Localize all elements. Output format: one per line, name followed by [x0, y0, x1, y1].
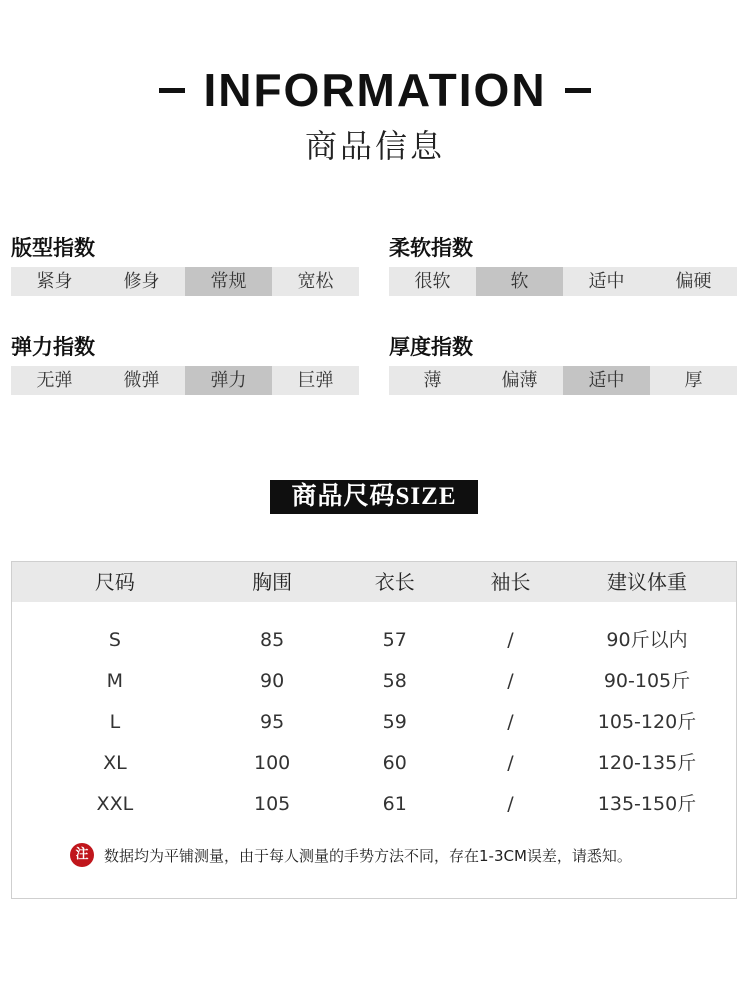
table-cell: 105 [254, 793, 291, 815]
index-option: 厚 [684, 370, 703, 391]
table-cell: 105-120斤 [597, 711, 697, 733]
index-option: 巨弹 [297, 370, 334, 391]
info-header [0, 62, 750, 168]
table-cell: 90-105斤 [603, 670, 691, 692]
table-row [12, 702, 736, 743]
index-label: 版型指数 [11, 236, 95, 260]
index-bar [11, 366, 359, 395]
title-english: INFORMATION [203, 64, 547, 116]
table-cell: / [507, 752, 514, 774]
index-label: 弹力指数 [11, 335, 95, 359]
index-option: 宽松 [297, 271, 334, 292]
table-cell: 58 [382, 670, 407, 692]
table-cell: XXL [96, 793, 134, 815]
table-cell: 57 [382, 629, 407, 651]
table-body [12, 620, 736, 825]
note-text: 数据均为平铺测量，由于每人测量的手势方法不同，存在1-3CM误差，请悉知。 [104, 846, 632, 865]
index-bar [389, 366, 737, 395]
table-cell: 85 [260, 629, 285, 651]
table-header-cell: 胸围 [252, 570, 293, 594]
table-cell: 90斤以内 [606, 629, 688, 651]
softness-index [389, 233, 737, 296]
index-option: 适中 [588, 271, 625, 292]
index-option: 紧身 [36, 271, 73, 292]
fit-index [11, 233, 359, 296]
table-cell: 100 [254, 752, 291, 774]
index-option-selected: 常规 [185, 267, 272, 296]
table-row [12, 661, 736, 702]
table-cell: S [108, 629, 121, 651]
size-title-chinese: 商品尺码 [291, 483, 396, 510]
table-header-cell: 袖长 [490, 570, 531, 594]
index-option-selected: 弹力 [185, 366, 272, 395]
table-cell: XL [103, 752, 127, 774]
table-cell: / [507, 629, 514, 651]
table-row [12, 784, 736, 825]
size-title-english: SIZE [395, 483, 457, 510]
index-option: 修身 [123, 271, 160, 292]
index-label: 柔软指数 [389, 236, 473, 260]
title-chinese: 商品信息 [304, 127, 445, 165]
table-cell: 60 [382, 752, 407, 774]
table-cell: / [507, 793, 514, 815]
index-bar [11, 267, 359, 296]
table-cell: / [507, 670, 514, 692]
index-option: 偏薄 [501, 370, 538, 391]
index-option: 薄 [423, 370, 442, 391]
table-cell: 135-150斤 [597, 793, 697, 815]
table-header-row [12, 562, 736, 602]
index-option: 无弹 [36, 370, 73, 391]
table-cell: 61 [382, 793, 407, 815]
table-cell: / [507, 711, 514, 733]
index-option: 偏硬 [675, 271, 712, 292]
elasticity-index [11, 332, 359, 395]
table-row [12, 620, 736, 661]
table-cell: L [109, 711, 121, 733]
table-cell: 90 [260, 670, 285, 692]
thickness-index [389, 332, 737, 395]
table-header-cell: 建议体重 [606, 570, 687, 594]
table-header-cell: 衣长 [374, 570, 415, 594]
table-header-cell: 尺码 [94, 570, 135, 594]
index-option: 微弹 [123, 370, 160, 391]
index-label: 厚度指数 [389, 335, 473, 359]
index-option: 很软 [414, 271, 451, 292]
index-bar [389, 267, 737, 296]
size-table [11, 561, 737, 899]
dash-right [565, 88, 591, 93]
index-option-selected: 软 [476, 267, 563, 296]
table-cell: 120-135斤 [597, 752, 697, 774]
measurement-note [70, 843, 632, 867]
table-cell: 95 [260, 711, 285, 733]
note-badge-icon: 注 [70, 843, 94, 867]
size-section-title [270, 480, 478, 514]
dash-left [159, 88, 185, 93]
table-cell: M [106, 670, 124, 692]
index-option-selected: 适中 [563, 366, 650, 395]
table-cell: 59 [382, 711, 407, 733]
table-row [12, 743, 736, 784]
